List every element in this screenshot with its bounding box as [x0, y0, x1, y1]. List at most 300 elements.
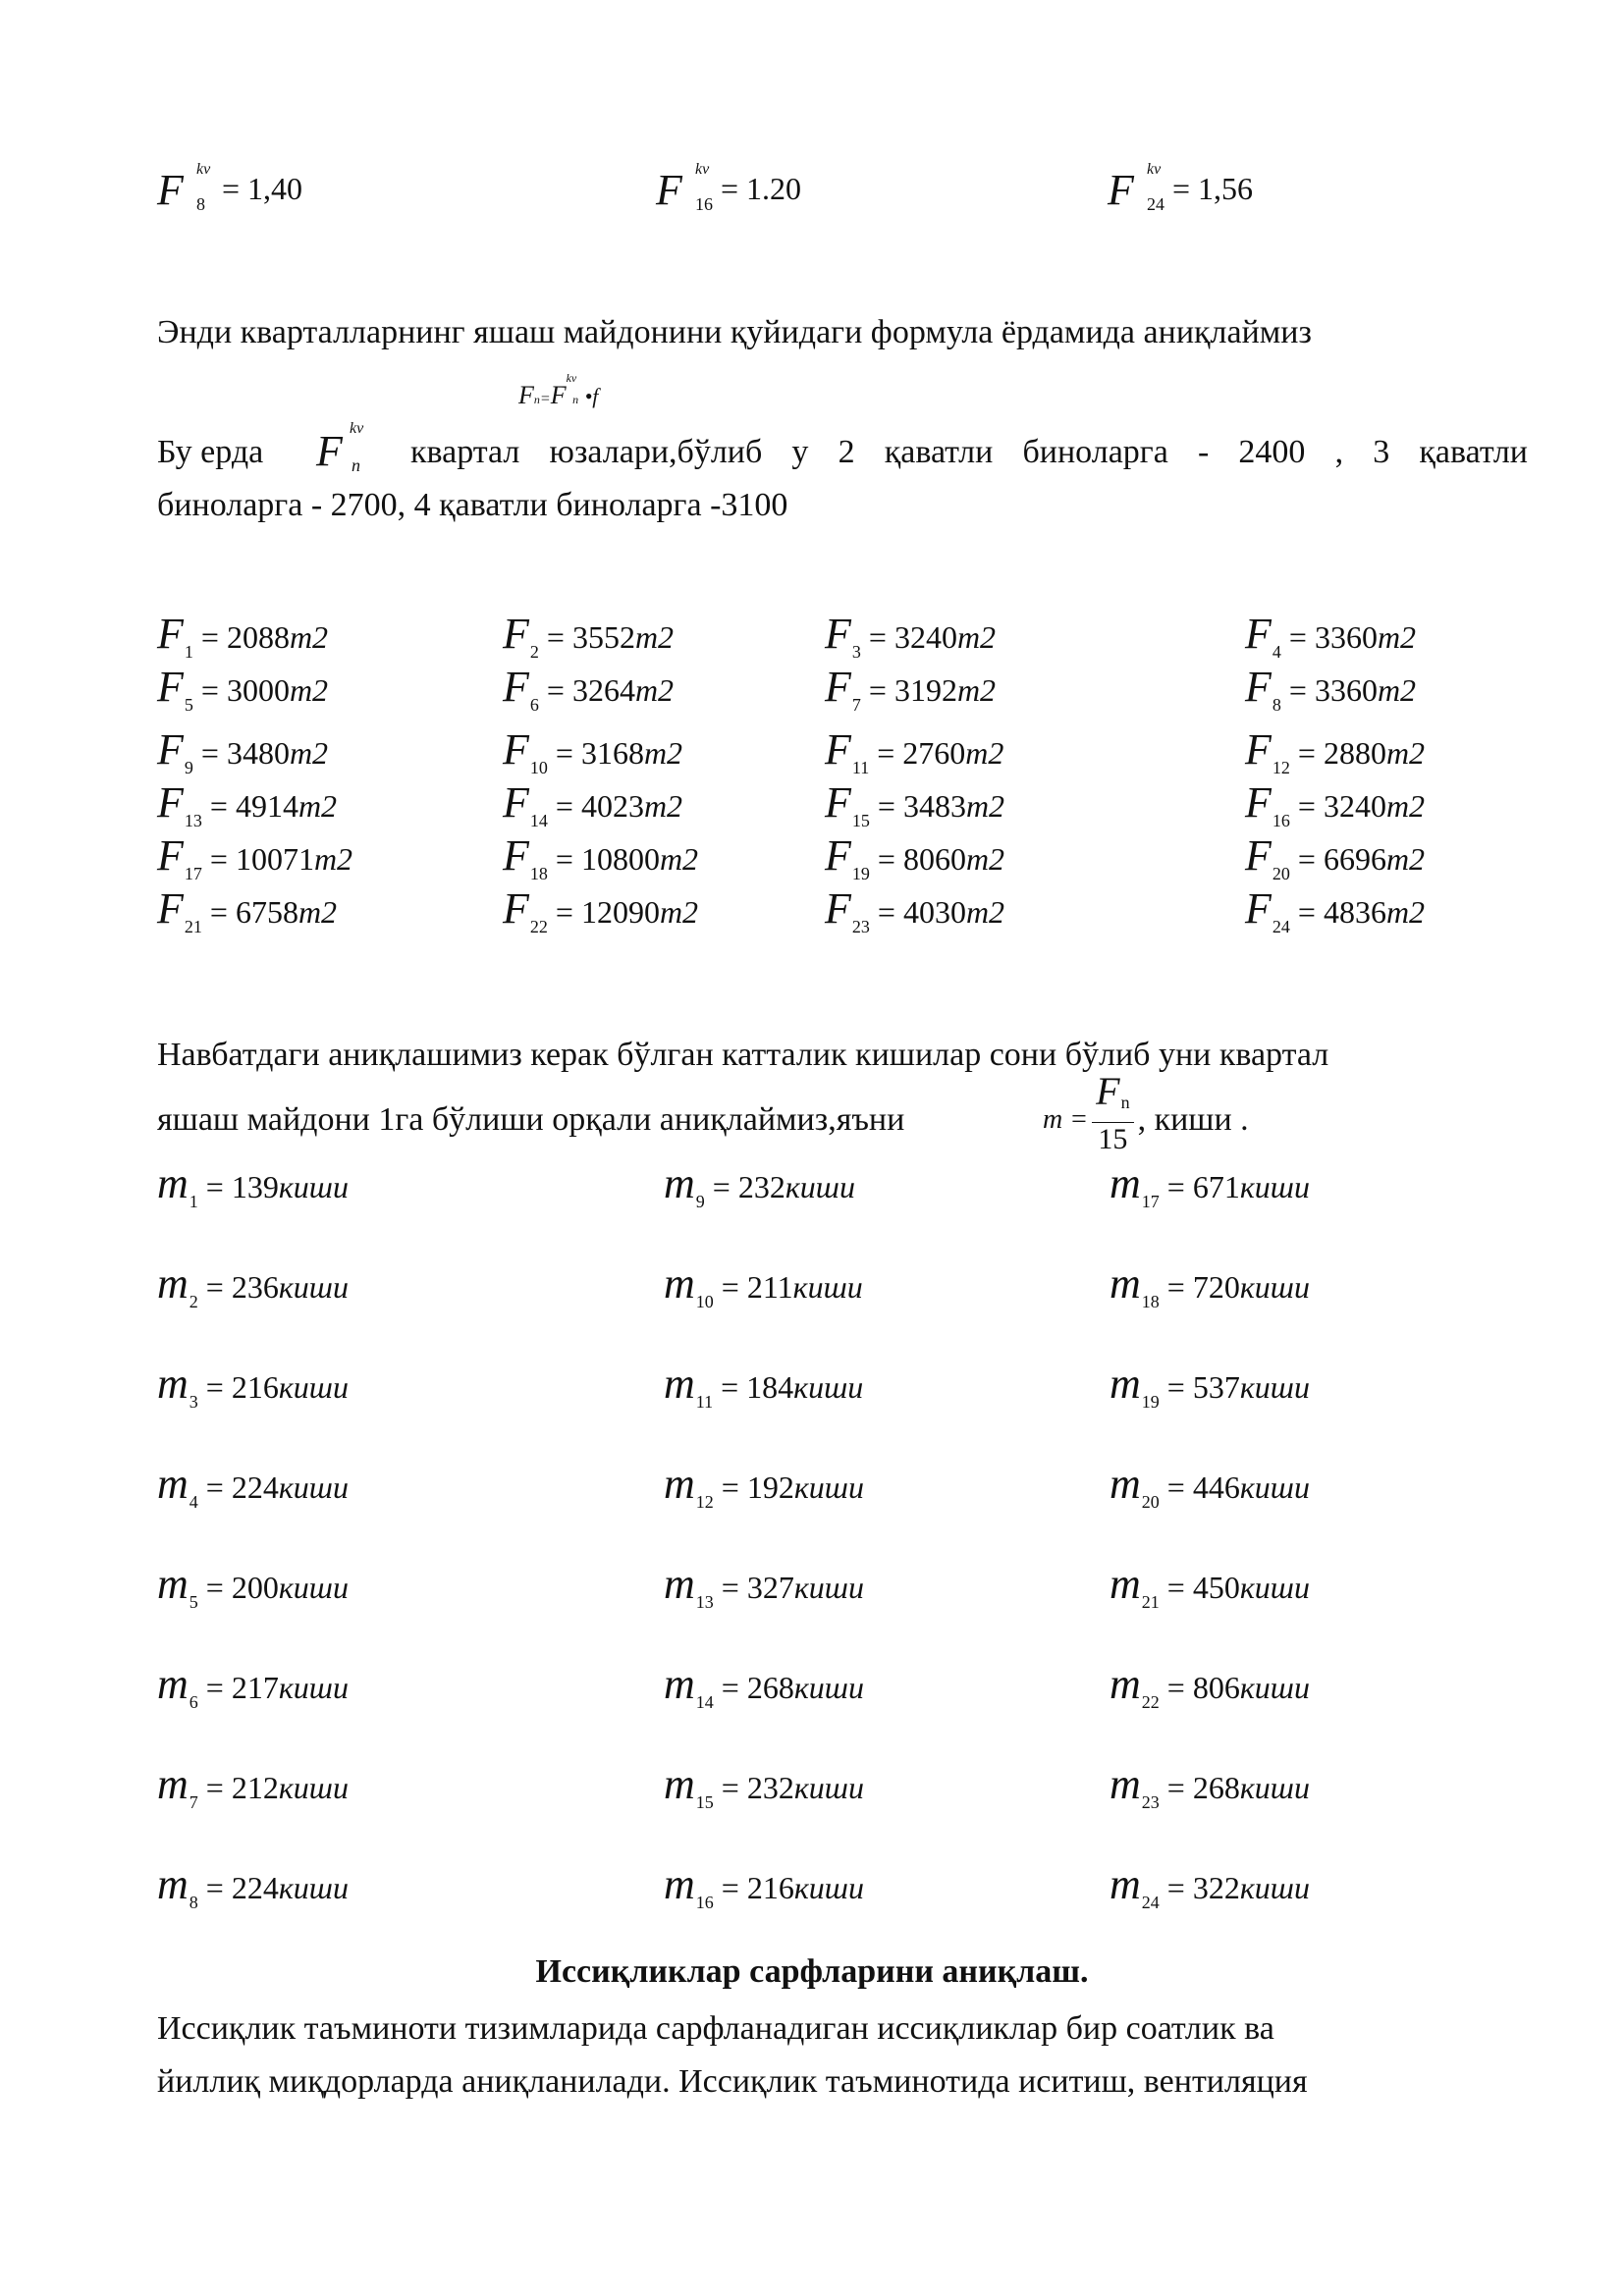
people-eq: = [713, 1870, 747, 1905]
area-letter: F [157, 725, 184, 774]
people-unit: киши [278, 1870, 349, 1905]
area-letter: F [1245, 663, 1272, 711]
area-sub: 14 [529, 811, 548, 830]
area-item [1245, 777, 1425, 831]
people-letter: m [1110, 1660, 1141, 1708]
coefficient-sub: 16 [695, 194, 713, 214]
area-eq: = [547, 788, 581, 824]
final-para-line-2: йиллиқ миқдорларда аниқланилади. Иссиқлик таъминотида иситиш, вентиляция [157, 2063, 1308, 2100]
area-unit: m2 [289, 672, 329, 708]
fn-kv-symbol [316, 422, 385, 485]
area-value: 12090 [580, 894, 660, 930]
area-unit: m2 [298, 788, 338, 824]
people-item [1110, 1659, 1310, 1713]
people-sub: 11 [695, 1392, 714, 1412]
area-unit: m2 [643, 788, 683, 824]
area-sub: 17 [184, 864, 202, 883]
final-para-line-1: Иссиқлик таъминоти тизимларида сарфланадиган иссиқликлар бир соатлик ва [157, 2010, 1274, 2047]
people-unit: киши [1239, 1770, 1310, 1805]
area-value: 3240 [1323, 788, 1386, 824]
coefficient-letter: F [656, 166, 682, 214]
people-sub: 16 [695, 1893, 714, 1912]
area-sub: 8 [1272, 695, 1281, 715]
people-formula [1043, 1069, 1249, 1162]
people-intro-line-2: яшаш майдони 1га бўлиши орқали аниқлаймиз,яъни [157, 1101, 905, 1138]
area-value: 2088 [226, 619, 290, 655]
area-value: 3192 [893, 672, 957, 708]
area-eq: = [1289, 841, 1324, 877]
area-eq: = [1289, 894, 1324, 930]
people-unit: киши [1239, 1169, 1310, 1204]
area-eq: = [869, 894, 903, 930]
people-sub: 19 [1141, 1392, 1160, 1412]
area-eq: = [192, 619, 227, 655]
people-unit: киши [793, 1770, 864, 1805]
area-letter: F [503, 778, 529, 827]
people-letter: m [1110, 1159, 1141, 1207]
people-item [664, 1659, 864, 1713]
people-eq: = [1159, 1169, 1193, 1204]
area-item [157, 777, 337, 831]
people-eq: = [197, 1870, 232, 1905]
people-item [1110, 1559, 1310, 1613]
formula-rhs: F [550, 381, 567, 409]
people-letter: m [664, 1360, 695, 1408]
coefficient-value: = 1,40 [222, 171, 303, 206]
people-unit: киши [793, 1870, 864, 1905]
area-letter: F [503, 884, 529, 933]
area-eq: = [1280, 672, 1315, 708]
people-item [157, 1359, 349, 1413]
area-value: 3552 [571, 619, 635, 655]
people-sub: 21 [1141, 1592, 1160, 1612]
area-item [1245, 830, 1425, 884]
area-eq: = [869, 788, 903, 824]
formula-rhs-sup: kv [566, 371, 577, 385]
people-unit: киши [278, 1169, 349, 1204]
coefficient-sup: kv [1147, 161, 1162, 178]
fraction-numerator [1092, 1069, 1133, 1123]
people-letter: m [664, 1660, 695, 1708]
area-item [503, 724, 682, 778]
area-sub: 21 [184, 917, 202, 936]
people-sub: 22 [1141, 1692, 1160, 1712]
section-heading: Иссиқликлар сарфларини аниқлаш. [535, 1953, 1089, 1990]
people-eq: = [713, 1770, 747, 1805]
people-sub: 17 [1141, 1192, 1160, 1211]
people-eq: = [1159, 1770, 1193, 1805]
area-value: 3000 [226, 672, 290, 708]
fn-kv-sub: n [352, 455, 360, 475]
people-unit: киши [1239, 1570, 1310, 1605]
fn-kv-letter: F [316, 427, 343, 475]
coefficient-item [157, 157, 452, 226]
people-sub: 4 [189, 1492, 198, 1512]
people-value: 450 [1192, 1570, 1240, 1605]
coefficient-item [1108, 157, 1402, 226]
area-value: 4023 [580, 788, 644, 824]
people-value: 216 [231, 1369, 279, 1405]
area-value: 3480 [226, 735, 290, 771]
people-unit: киши [793, 1369, 864, 1405]
people-sub: 24 [1141, 1893, 1160, 1912]
people-unit: киши [278, 1469, 349, 1505]
people-unit: киши [1239, 1670, 1310, 1705]
people-value: 200 [231, 1570, 279, 1605]
area-item [1245, 724, 1425, 778]
people-unit: киши [1239, 1269, 1310, 1305]
people-letter: m [664, 1760, 695, 1808]
formula-rhs-sub: n [572, 393, 579, 406]
people-value: 232 [746, 1770, 794, 1805]
area-sub: 12 [1272, 758, 1290, 777]
people-unit: киши [793, 1469, 864, 1505]
intro-text: Энди кварталларнинг яшаш майдонини қуйидаги формула ёрдамида аниқлаймиз [157, 314, 1312, 350]
area-eq: = [192, 735, 227, 771]
area-unit: m2 [313, 841, 353, 877]
coefficient-item [656, 157, 950, 226]
area-unit: m2 [289, 619, 329, 655]
area-value: 2760 [902, 735, 966, 771]
people-value: 268 [746, 1670, 794, 1705]
area-value: 10071 [235, 841, 314, 877]
area-unit: m2 [1377, 672, 1417, 708]
area-eq: = [869, 735, 903, 771]
area-unit: m2 [956, 672, 997, 708]
people-eq: = [197, 1670, 232, 1705]
people-unit: киши [1239, 1870, 1310, 1905]
area-formula [518, 371, 599, 410]
area-item [1245, 609, 1416, 663]
people-value: 236 [231, 1269, 279, 1305]
area-sub: 16 [1272, 811, 1290, 830]
people-sub: 12 [695, 1492, 714, 1512]
area-eq: = [201, 788, 236, 824]
formula-lhs-sub: n [533, 393, 540, 406]
coefficient-sup: kv [695, 161, 710, 178]
people-value: 446 [1192, 1469, 1240, 1505]
area-item [1245, 662, 1416, 716]
people-item [157, 1859, 349, 1913]
people-value: 192 [746, 1469, 794, 1505]
people-eq: = [713, 1369, 747, 1405]
area-unit: m2 [289, 735, 329, 771]
people-sub: 20 [1141, 1492, 1160, 1512]
people-sub: 7 [189, 1792, 198, 1812]
people-sub: 2 [189, 1292, 198, 1311]
people-item [664, 1859, 864, 1913]
area-letter: F [1245, 610, 1272, 658]
area-item [825, 724, 1003, 778]
area-letter: F [503, 831, 529, 880]
people-eq: = [1159, 1469, 1193, 1505]
area-value: 3483 [902, 788, 966, 824]
area-value: 2880 [1323, 735, 1386, 771]
area-value: 10800 [580, 841, 660, 877]
people-letter: m [1110, 1259, 1141, 1308]
area-unit: m2 [1377, 619, 1417, 655]
people-value: 224 [231, 1870, 279, 1905]
area-unit: m2 [965, 894, 1005, 930]
area-value: 4030 [902, 894, 966, 930]
people-eq: = [1159, 1269, 1193, 1305]
people-sub: 8 [189, 1893, 198, 1912]
people-letter: m [1110, 1460, 1141, 1508]
area-item [1245, 883, 1425, 937]
area-unit: m2 [298, 894, 338, 930]
people-unit: киши [1239, 1369, 1310, 1405]
area-value: 3240 [893, 619, 957, 655]
people-unit: киши [792, 1269, 863, 1305]
people-letter: m [664, 1460, 695, 1508]
fn-kv-sup: kv [350, 420, 364, 437]
people-eq: = [197, 1770, 232, 1805]
area-sub: 1 [184, 642, 193, 662]
people-formula-lhs: m = [1043, 1104, 1089, 1135]
people-intro-line-1: Навбатдаги аниқлашимиз керак бўлган катталик кишилар сони бўлиб уни квартал [157, 1037, 1329, 1073]
people-letter: m [157, 1159, 189, 1207]
area-item [825, 830, 1004, 884]
people-eq: = [713, 1469, 747, 1505]
people-letter: m [157, 1259, 189, 1308]
area-unit: m2 [956, 619, 997, 655]
people-item [1110, 1859, 1310, 1913]
area-item [157, 662, 328, 716]
area-eq: = [869, 841, 903, 877]
people-value: 671 [1192, 1169, 1240, 1204]
people-value: 217 [231, 1670, 279, 1705]
people-item [1110, 1759, 1310, 1813]
people-sub: 10 [695, 1292, 714, 1311]
area-sub: 23 [851, 917, 870, 936]
people-unit: киши [1239, 1469, 1310, 1505]
fraction-denominator: 15 [1098, 1123, 1128, 1155]
people-letter: m [157, 1660, 189, 1708]
area-unit: m2 [1385, 788, 1426, 824]
area-letter: F [1245, 725, 1272, 774]
people-value: 224 [231, 1469, 279, 1505]
area-value: 3264 [571, 672, 635, 708]
area-letter: F [503, 725, 529, 774]
area-letter: F [825, 663, 851, 711]
formula-eq: = [539, 391, 551, 407]
area-unit: m2 [965, 788, 1005, 824]
area-unit: m2 [643, 735, 683, 771]
people-eq: = [197, 1369, 232, 1405]
area-eq: = [1280, 619, 1315, 655]
area-unit: m2 [965, 841, 1005, 877]
area-value: 3360 [1314, 672, 1378, 708]
people-value: 232 [737, 1169, 785, 1204]
area-value: 6696 [1323, 841, 1386, 877]
area-sub: 20 [1272, 864, 1290, 883]
people-eq: = [1159, 1570, 1193, 1605]
people-sub: 3 [189, 1392, 198, 1412]
people-value: 212 [231, 1770, 279, 1805]
people-sub: 9 [695, 1192, 705, 1211]
numerator-letter: F [1096, 1069, 1120, 1113]
people-value: 327 [746, 1570, 794, 1605]
coefficient-letter: F [157, 166, 184, 214]
people-item [664, 1559, 864, 1613]
people-letter: m [1110, 1860, 1141, 1908]
definition-line-2: биноларга - 2700, 4 қаватли биноларга -3100 [157, 487, 788, 523]
area-eq: = [547, 735, 581, 771]
area-sub: 22 [529, 917, 548, 936]
area-unit: m2 [965, 735, 1004, 771]
area-eq: = [201, 841, 236, 877]
area-unit: m2 [659, 841, 699, 877]
coefficient-value: = 1,56 [1172, 171, 1254, 206]
area-eq: = [201, 894, 236, 930]
area-value: 3168 [580, 735, 644, 771]
area-eq: = [538, 619, 572, 655]
people-item [1110, 1258, 1310, 1312]
formula-lhs: F [518, 381, 534, 409]
people-formula-fraction [1092, 1069, 1133, 1156]
people-item [664, 1158, 855, 1212]
area-letter: F [157, 831, 184, 880]
people-letter: m [157, 1860, 189, 1908]
people-item [157, 1659, 349, 1713]
people-value: 139 [231, 1169, 279, 1204]
people-sub: 23 [1141, 1792, 1160, 1812]
area-letter: F [503, 610, 529, 658]
area-unit: m2 [1385, 894, 1426, 930]
people-eq: = [197, 1469, 232, 1505]
people-value: 211 [746, 1269, 793, 1305]
people-sub: 13 [695, 1592, 714, 1612]
people-eq: = [713, 1570, 747, 1605]
people-unit: киши [793, 1670, 864, 1705]
people-letter: m [664, 1259, 695, 1308]
area-unit: m2 [634, 672, 675, 708]
people-sub: 14 [695, 1692, 714, 1712]
area-letter: F [1245, 831, 1272, 880]
coefficient-sub: 8 [196, 194, 205, 214]
people-letter: m [1110, 1560, 1141, 1608]
area-letter: F [157, 884, 184, 933]
people-letter: m [664, 1159, 695, 1207]
area-sub: 3 [851, 642, 861, 662]
area-letter: F [825, 884, 851, 933]
people-eq: = [713, 1670, 747, 1705]
people-value: 806 [1192, 1670, 1240, 1705]
area-eq: = [1289, 735, 1324, 771]
people-item [664, 1359, 863, 1413]
area-letter: F [825, 831, 851, 880]
people-item [1110, 1158, 1310, 1212]
area-letter: F [503, 663, 529, 711]
people-eq: = [704, 1169, 738, 1204]
area-eq: = [547, 894, 581, 930]
people-sub: 1 [189, 1192, 198, 1211]
people-letter: m [157, 1760, 189, 1808]
people-item [664, 1759, 864, 1813]
area-sub: 5 [184, 695, 193, 715]
people-value: 720 [1192, 1269, 1240, 1305]
people-unit: киши [278, 1369, 349, 1405]
area-item [825, 609, 996, 663]
area-unit: m2 [659, 894, 699, 930]
people-item [157, 1158, 349, 1212]
people-eq: = [197, 1570, 232, 1605]
people-item [157, 1759, 349, 1813]
people-sub: 5 [189, 1592, 198, 1612]
people-item [664, 1258, 863, 1312]
people-letter: m [157, 1360, 189, 1408]
people-sub: 6 [189, 1692, 198, 1712]
area-eq: = [860, 619, 894, 655]
area-sub: 24 [1272, 917, 1290, 936]
area-sub: 15 [851, 811, 870, 830]
area-sub: 18 [529, 864, 548, 883]
people-value: 184 [746, 1369, 794, 1405]
people-letter: m [157, 1460, 189, 1508]
numerator-sub: n [1120, 1093, 1130, 1112]
people-item [157, 1459, 349, 1513]
area-letter: F [825, 725, 851, 774]
area-item [503, 830, 698, 884]
area-eq: = [192, 672, 227, 708]
people-letter: m [1110, 1360, 1141, 1408]
people-eq: = [197, 1269, 232, 1305]
people-unit: киши [793, 1570, 864, 1605]
area-letter: F [157, 663, 184, 711]
area-letter: F [1245, 778, 1272, 827]
area-letter: F [825, 778, 851, 827]
area-item [503, 883, 698, 937]
definition-line-1-prefix: Бу ерда [157, 434, 264, 470]
area-item [503, 609, 674, 663]
area-item [825, 883, 1004, 937]
area-item [157, 830, 352, 884]
area-letter: F [825, 610, 851, 658]
area-sub: 4 [1272, 642, 1281, 662]
people-letter: m [157, 1560, 189, 1608]
coefficient-sub: 24 [1147, 194, 1164, 214]
area-sub: 19 [851, 864, 870, 883]
people-unit: киши [278, 1670, 349, 1705]
area-item [825, 777, 1004, 831]
area-value: 3360 [1314, 619, 1378, 655]
coefficient-value: = 1.20 [721, 171, 802, 206]
area-sub: 7 [851, 695, 861, 715]
people-item [664, 1459, 864, 1513]
area-value: 4914 [235, 788, 298, 824]
people-sub: 18 [1141, 1292, 1160, 1311]
area-item [825, 662, 996, 716]
people-unit: киши [785, 1169, 855, 1204]
people-item [157, 1559, 349, 1613]
area-item [157, 724, 328, 778]
area-letter: F [157, 778, 184, 827]
area-value: 8060 [902, 841, 966, 877]
area-unit: m2 [1385, 841, 1426, 877]
area-sub: 13 [184, 811, 202, 830]
area-eq: = [860, 672, 894, 708]
area-letter: F [157, 610, 184, 658]
people-sub: 15 [695, 1792, 714, 1812]
area-letter: F [1245, 884, 1272, 933]
people-value: 322 [1192, 1870, 1240, 1905]
people-unit: киши [278, 1269, 349, 1305]
area-sub: 10 [529, 758, 548, 777]
formula-tail: •f [584, 384, 599, 408]
area-unit: m2 [1385, 735, 1426, 771]
coefficient-sup: kv [196, 161, 211, 178]
people-item [1110, 1359, 1310, 1413]
